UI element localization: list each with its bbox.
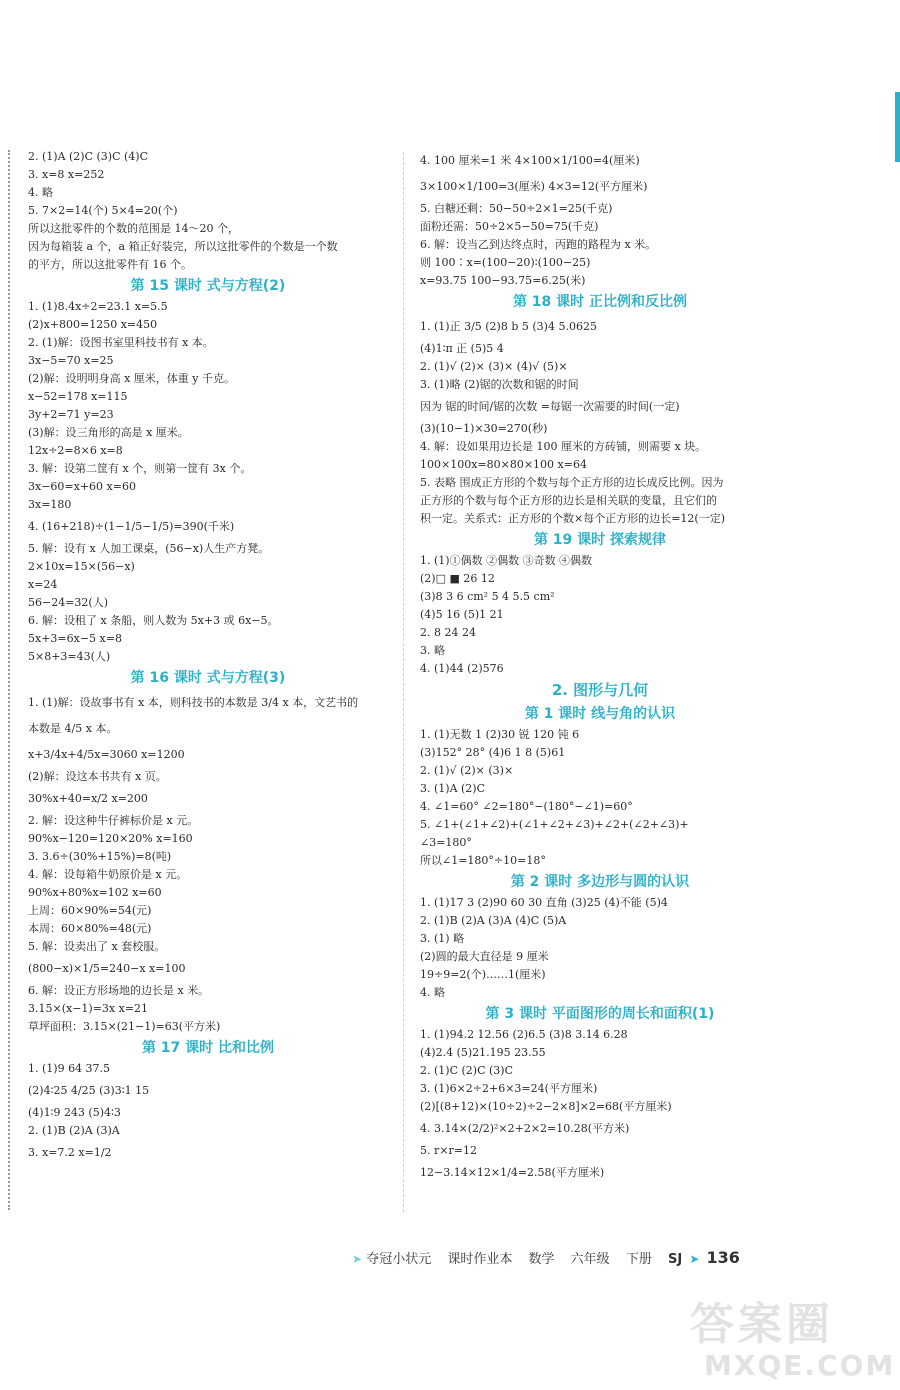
answer-line: (2)□ ■ 26 12 <box>420 572 495 585</box>
section-heading: 第 1 课时 线与角的认识 <box>524 706 676 722</box>
answer-line: 3. 3.6÷(30%+15%)=8(吨) <box>28 850 172 863</box>
answer-line: (3)解：设三角形的高是 x 厘米。 <box>28 426 189 439</box>
answer-line: 5×8+3=43(人) <box>28 650 111 663</box>
answer-line: 3. (1)6×2÷2+6×3=24(平方厘米) <box>420 1082 598 1095</box>
answer-line: 5. ∠1+(∠1+∠2)+(∠1+∠2+∠3)+∠2+(∠2+∠3)+ <box>420 818 689 831</box>
answer-line: 3. x=7.2 x=1/2 <box>28 1146 112 1159</box>
answer-line: 90%x−120=120×20% x=160 <box>28 832 193 845</box>
answer-line: 4. (16+218)÷(1−1/5−1/5)=390(千米) <box>28 520 235 533</box>
answer-line: (4)1∶π 正 (5)5 4 <box>420 342 504 355</box>
answer-line: (4)1∶9 243 (5)4∶3 <box>28 1106 121 1119</box>
answer-line: 4. 解：设如果用边长是 100 厘米的方砖铺，则需要 x 块。 <box>420 440 707 453</box>
section-heading: 第 3 课时 平面图形的周长和面积(1) <box>485 1006 715 1022</box>
answer-line: 1. (1)9 64 37.5 <box>28 1062 111 1075</box>
answer-line: 因为 锯的时间/锯的次数 =每锯一次需要的时间(一定) <box>420 400 680 413</box>
answer-line: 4. 略 <box>28 186 53 199</box>
section-heading: 第 2 课时 多边形与圆的认识 <box>510 874 690 890</box>
answer-line: 4. (1)44 (2)576 <box>420 662 504 675</box>
answer-line: x=93.75 100−93.75=6.25(米) <box>420 274 586 287</box>
answer-line: 2. (1)B (2)A (3)A <box>28 1124 120 1137</box>
chevron-right-icon: ➤ <box>352 1252 363 1266</box>
answer-line: 3. (1)略 (2)锯的次数和锯的时间 <box>420 378 579 391</box>
answer-line: (3)8 3 6 cm² 5 4 5.5 cm² <box>420 590 555 603</box>
answer-line: x+3/4x+4/5x=3060 x=1200 <box>28 748 185 761</box>
answer-line: 5. 白糖还剩：50−50÷2×1=25(千克) <box>420 202 613 215</box>
answer-line: 正方形的个数与每个正方形的边长是相关联的变量，且它们的 <box>420 494 717 507</box>
column-divider <box>403 152 404 1212</box>
answer-column-right <box>420 148 780 1186</box>
answer-line: 的平方，所以这批零件有 16 个。 <box>28 258 192 271</box>
answer-line: 90%x+80%x=102 x=60 <box>28 886 162 899</box>
answer-line: 3. 略 <box>420 644 445 657</box>
footer-volume: 下册 <box>625 1252 652 1267</box>
answer-line: 3y+2=71 y=23 <box>28 408 114 421</box>
answer-line: 2. (1)√ (2)× (3)× (4)√ (5)× <box>420 360 568 373</box>
footer-series: 课时作业本 <box>447 1252 513 1267</box>
section-heading: 第 17 课时 比和比例 <box>141 1040 275 1056</box>
answer-line: 上周：60×90%=54(元) <box>28 904 152 917</box>
answer-line: 6. 解：设正方形场地的边长是 x 米。 <box>28 984 210 997</box>
answer-line: x=24 <box>28 578 58 591</box>
answer-line: 则 100∶x=(100−20)∶(100−25) <box>420 256 591 269</box>
edge-color-bar <box>895 92 900 162</box>
footer-brand: 夺冠小状元 <box>366 1252 432 1267</box>
answer-line: 3. (1) 略 <box>420 932 465 945</box>
answer-column-left <box>28 148 388 1166</box>
answer-line: 5. 表略 围成正方形的个数与每个正方形的边长成反比例。因为 <box>420 476 724 489</box>
answer-line: 本数是 4/5 x 本。 <box>28 722 118 735</box>
answer-line: (3)152° 28° (4)6 1 8 (5)61 <box>420 746 566 759</box>
answer-line: 1. (1)①偶数 ②偶数 ③奇数 ④偶数 <box>420 554 593 567</box>
answer-line: (3)(10−1)×30=270(秒) <box>420 422 548 435</box>
answer-line: 本周：60×80%=48(元) <box>28 922 152 935</box>
answer-line: 1. (1)正 3/5 (2)8 b 5 (3)4 5.0625 <box>420 320 597 333</box>
page-footer <box>352 1247 740 1269</box>
footer-edition: SJ <box>667 1252 683 1267</box>
answer-line: (2)4∶25 4/25 (3)3∶1 15 <box>28 1084 150 1097</box>
answer-line: 2. (1)解：设图书室里科技书有 x 本。 <box>28 336 214 349</box>
answer-line: 1. (1)17 3 (2)90 60 30 直角 (3)25 (4)不能 (5)4 <box>420 896 668 909</box>
answer-line: 1. (1)94.2 12.56 (2)6.5 (3)8 3.14 6.28 <box>420 1028 628 1041</box>
answer-line: 3.15×(x−1)=3x x=21 <box>28 1002 149 1015</box>
chevron-right-icon: ➤ <box>689 1252 700 1266</box>
answer-line: 3×100×1/100=3(厘米) 4×3=12(平方厘米) <box>420 180 648 193</box>
binding-marks <box>8 150 14 1210</box>
page-number: 136 <box>706 1248 740 1267</box>
section-heading: 第 18 课时 正比例和反比例 <box>512 294 688 310</box>
answer-line: 1. (1)解：设故事书有 x 本，则科技书的本数是 3/4 x 本，文艺书的 <box>28 696 359 709</box>
answer-line: 2. 解：设这种牛仔裤标价是 x 元。 <box>28 814 199 827</box>
answer-line: 积一定。关系式：正方形的个数×每个正方形的边长=12(一定) <box>420 512 726 525</box>
answer-line: 3. 解：设第二筐有 x 个，则第一筐有 3x 个。 <box>28 462 252 475</box>
footer-subject: 数学 <box>528 1252 555 1267</box>
answer-line: (2)圆的最大直径是 9 厘米 <box>420 950 549 963</box>
section-heading: 第 19 课时 探索规律 <box>533 532 667 548</box>
answer-line: 19÷9=2(个)……1(厘米) <box>420 968 546 981</box>
answer-line: ∠3=180° <box>420 836 472 849</box>
answer-line: (4)5 16 (5)1 21 <box>420 608 504 621</box>
answer-line: 4. ∠1=60° ∠2=180°−(180°−∠1)=60° <box>420 800 633 813</box>
answer-line: 6. 解：设租了 x 条船，则人数为 5x+3 或 6x−5。 <box>28 614 279 627</box>
watermark-bottom: MXQE.COM <box>704 1349 896 1382</box>
answer-line: 1. (1)8.4x÷2=23.1 x=5.5 <box>28 300 168 313</box>
answer-line: 1. (1)无数 1 (2)30 锐 120 钝 6 <box>420 728 580 741</box>
answer-line: 5. 解：设有 x 人加工课桌，(56−x)人生产方凳。 <box>28 542 270 555</box>
answer-line: 3x−5=70 x=25 <box>28 354 114 367</box>
answer-line: (2)解：设明明身高 x 厘米，体重 y 千克。 <box>28 372 235 385</box>
answer-line: 2. (1)B (2)A (3)A (4)C (5)A <box>420 914 567 927</box>
section-heading: 2. 图形与几何 <box>551 681 649 699</box>
answer-line: 56−24=32(人) <box>28 596 109 609</box>
answer-line: 2. (1)C (2)C (3)C <box>420 1064 513 1077</box>
answer-line: 所以这批零件的个数的范围是 14～20 个， <box>28 222 239 235</box>
watermark-top: 答案圈 <box>690 1299 834 1350</box>
answer-line: 4. 略 <box>420 986 445 999</box>
answer-line: (4)2.4 (5)21.195 23.55 <box>420 1046 546 1059</box>
answer-line: 所以∠1=180°÷10=18° <box>420 854 546 867</box>
answer-line: 3. x=8 x=252 <box>28 168 105 181</box>
answer-line: 12x÷2=8×6 x=8 <box>28 444 123 457</box>
watermark-logo <box>690 1300 895 1386</box>
answer-line: 3. (1)A (2)C <box>420 782 486 795</box>
section-heading: 第 16 课时 式与方程(3) <box>130 670 286 686</box>
answer-line: 6. 解：设当乙到达终点时，丙跑的路程为 x 米。 <box>420 238 657 251</box>
answer-line: 5x+3=6x−5 x=8 <box>28 632 122 645</box>
answer-line: 5. 7×2=14(个) 5×4=20(个) <box>28 204 178 217</box>
answer-line: 5. r×r=12 <box>420 1144 477 1157</box>
answer-line: (2)[(8+12)×(10÷2)÷2−2×8]×2=68(平方厘米) <box>420 1100 672 1113</box>
answer-line: 4. 解：设每箱牛奶原价是 x 元。 <box>28 868 188 881</box>
answer-line: 2. (1)A (2)C (3)C (4)C <box>28 150 149 163</box>
answer-line: 3x−60=x+60 x=60 <box>28 480 136 493</box>
answer-line: (2)x+800=1250 x=450 <box>28 318 158 331</box>
answer-line: x−52=178 x=115 <box>28 390 128 403</box>
answer-line: 草坪面积：3.15×(21−1)=63(平方米) <box>28 1020 221 1033</box>
answer-line: 4. 100 厘米=1 米 4×100×1/100=4(厘米) <box>420 154 640 167</box>
answer-line: 100×100x=80×80×100 x=64 <box>420 458 587 471</box>
answer-line: 4. 3.14×(2/2)²×2+2×2=10.28(平方米) <box>420 1122 630 1135</box>
answer-line: 3x=180 <box>28 498 72 511</box>
answer-line: 因为每箱装 a 个，a 箱正好装完，所以这批零件的个数是一个数 <box>28 240 338 253</box>
answer-line: 2. 8 24 24 <box>420 626 476 639</box>
answer-line: 面粉还需：50÷2×5−50=75(千克) <box>420 220 599 233</box>
answer-line: 30%x+40=x/2 x=200 <box>28 792 148 805</box>
footer-grade: 六年级 <box>570 1252 610 1267</box>
answer-line: 12−3.14×12×1/4=2.58(平方厘米) <box>420 1166 605 1179</box>
section-heading: 第 15 课时 式与方程(2) <box>130 278 286 294</box>
answer-line: 2. (1)√ (2)× (3)× <box>420 764 514 777</box>
answer-line: (2)解：设这本书共有 x 页。 <box>28 770 167 783</box>
answer-line: (800−x)×1/5=240−x x=100 <box>28 962 186 975</box>
answer-line: 5. 解：设卖出了 x 套校服。 <box>28 940 166 953</box>
answer-line: 2×10x=15×(56−x) <box>28 560 135 573</box>
